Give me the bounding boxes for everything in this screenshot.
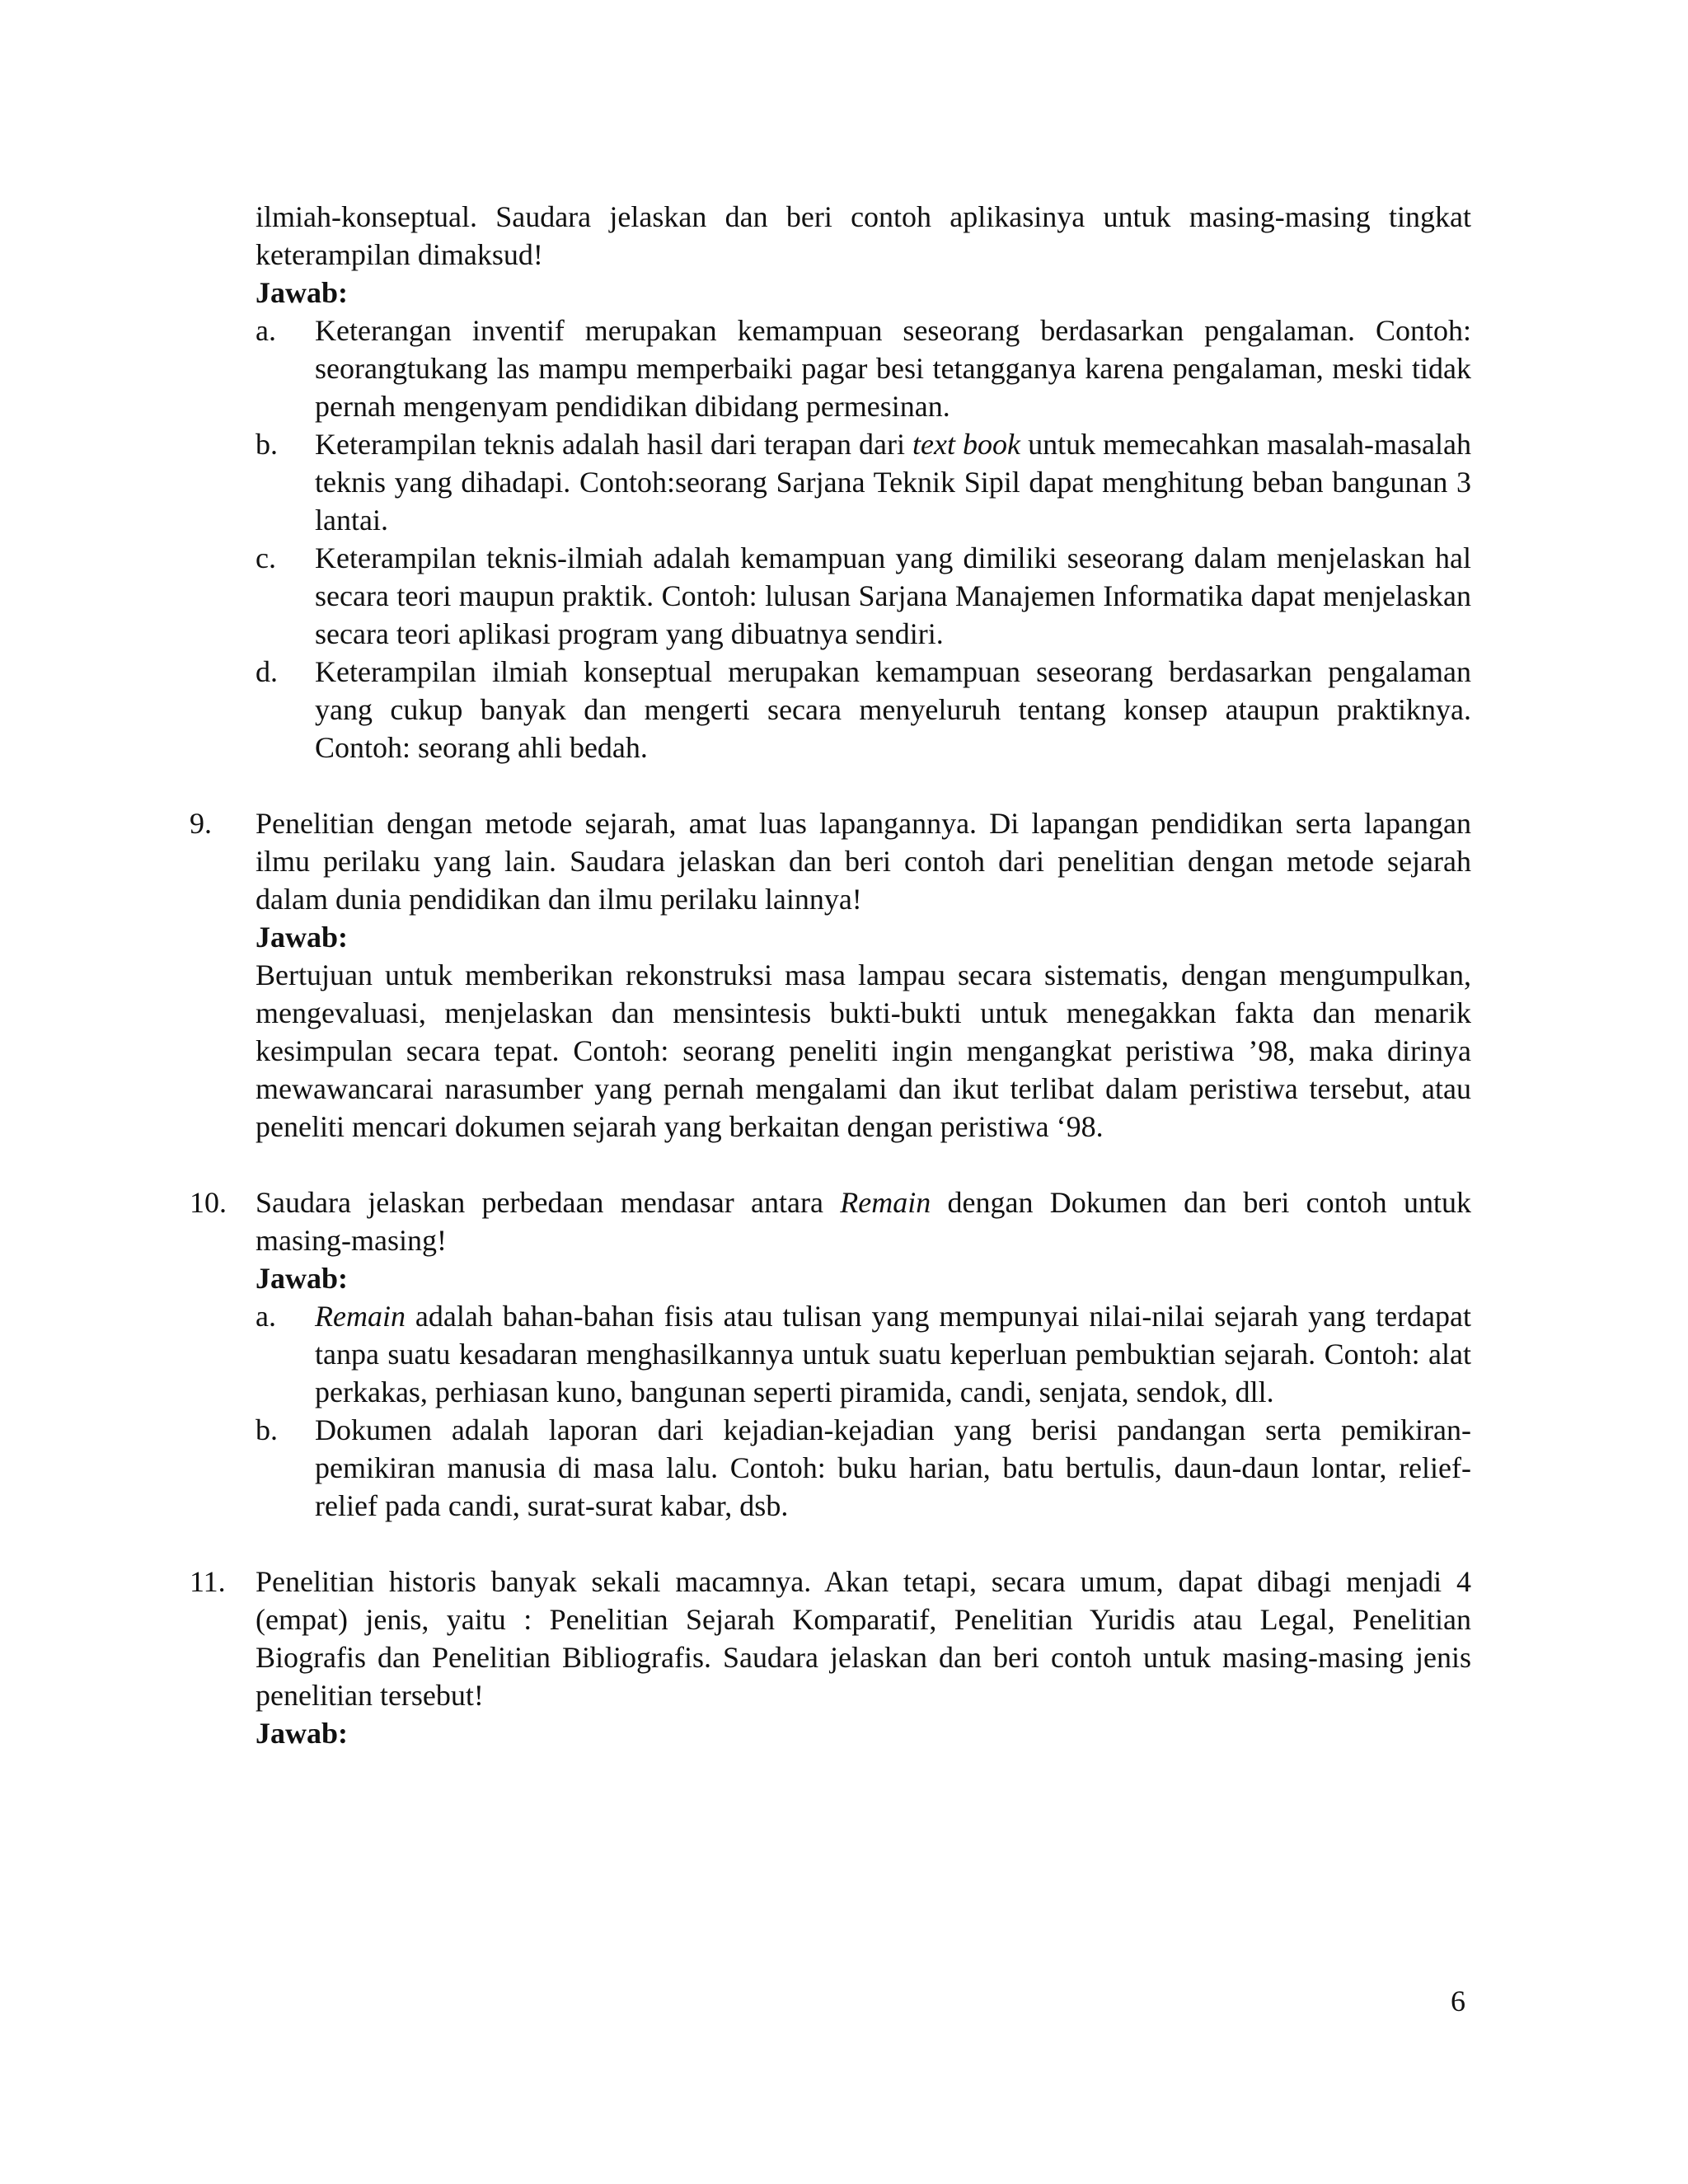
answer-text: Bertujuan untuk memberikan rekonstruksi masa lampau secara sistematis, dengan mengumpulkan, mengevaluasi, menjelaskan dan mensintesis bukti-bukti untuk menegakkan fakta dan menarik kesimpulan secara tepat. Contoh: seorang peneliti ingin mengangkat peristiwa ’98, maka dirinya mewawancarai narasumber yang pernah mengalami dan ikut terlibat dalam peristiwa tersebut, atau peneliti mencari dokumen sejarah yang berkaitan dengan peristiwa ‘98. [256,958,1471,1143]
list-item [256,425,1471,539]
question-text [256,1183,1471,1259]
list-item [256,1297,1471,1411]
question-text-pre: Saudara jelaskan perbedaan mendasar antara [256,1186,841,1219]
list-marker: c. [256,541,276,574]
list-item [256,539,1471,653]
jawab-label: Jawab: [256,1262,349,1295]
list-item-text-post: adalah bahan-bahan fisis atau tulisan yang mempunyai nilai-nilai sejarah yang terdapat tanpa suatu kesadaran menghasilkannya untuk suatu keperluan pembuktian sejarah. Contoh: alat perkakas, perhiasan kuno, bangunan seperti piramida, candi, senjata, sendok, dll. [315,1300,1471,1408]
spacer [256,1525,1471,1563]
spacer [256,1146,1471,1183]
list-item-text-post: untuk memecahkan masalah-masalah teknis yang dihadapi. Contoh:seorang Sarjana Teknik Sipil dapat menghitung beban bangunan 3 lantai. [315,428,1471,537]
list-marker: a. [256,1300,276,1333]
list-marker: a. [256,314,276,347]
list-marker: b. [256,428,278,461]
list-marker: d. [256,655,278,688]
question-text-italic: Remain [840,1186,931,1219]
answer-list [256,1297,1471,1525]
list-item-text: Dokumen adalah laporan dari kejadian-kejadian yang berisi pandangan serta pemikiran-pemikiran manusia di masa lalu. Contoh: buku harian, batu bertulis, daun-daun lontar, relief-relief pada candi, surat-surat kabar, dsb. [315,1413,1471,1522]
jawab-label: Jawab: [256,1717,349,1750]
list-marker: b. [256,1413,278,1446]
list-item-text: Keterampilan teknis-ilmiah adalah kemampuan yang dimiliki seseorang dalam menjelaskan hal secara teori maupun praktik. Contoh: lulusan Sarjana Manajemen Informatika dapat menjelaskan secara teori aplikasi program yang dibuatnya sendiri. [315,541,1471,650]
question-text-post: dengan Dokumen dan beri contoh untuk masing-masing! [256,1186,1471,1257]
question-number: 9. [190,807,212,840]
list-item [256,1411,1471,1525]
page-number: 6 [1451,1985,1465,2018]
intro-text: ilmiah-konseptual. Saudara jelaskan dan beri contoh aplikasinya untuk masing-masing tingkat keterampilan dimaksud! [256,200,1471,271]
list-item-text: Keterampilan ilmiah konseptual merupakan kemampuan seseorang berdasarkan pengalaman yang cukup banyak dan mengerti secara menyeluruh tentang konsep ataupun praktiknya. Contoh: seorang ahli bedah. [315,655,1471,764]
spacer [256,766,1471,804]
intro-answer-list [256,312,1471,766]
question-text: Penelitian dengan metode sejarah, amat luas lapangannya. Di lapangan pendidikan serta lapangan ilmu perilaku yang lain. Saudara jelaskan dan beri contoh dari penelitian dengan metode sejarah dalam dunia pendidikan dan ilmu perilaku lainnya! [256,807,1471,916]
question-number: 10. [190,1186,227,1219]
list-item [256,312,1471,425]
list-item-text-pre: Keterampilan teknis adalah hasil dari terapan dari [315,428,913,461]
question-11 [190,1563,1471,1752]
question-text: Penelitian historis banyak sekali macamnya. Akan tetapi, secara umum, dapat dibagi menjadi 4 (empat) jenis, yaitu : Penelitian Sejarah Komparatif, Penelitian Yuridis atau Legal, Penelitian Biografis dan Penelitian Bibliografis. Saudara jelaskan dan beri contoh untuk masing-masing jenis penelitian tersebut! [256,1565,1471,1712]
list-item-text-italic: text book [912,428,1021,461]
list-item-text: Keterangan inventif merupakan kemampuan seseorang berdasarkan pengalaman. Contoh: seorangtukang las mampu memperbaiki pagar besi tetangganya karena pengalaman, meski tidak pernah mengenyam pendidikan dibidang permesinan. [315,314,1471,423]
list-item [256,653,1471,766]
question-10 [190,1183,1471,1525]
jawab-label: Jawab: [256,921,349,954]
question-number: 11. [190,1565,226,1598]
page-content [190,198,1471,1752]
question-9 [190,804,1471,1146]
intro-jawab-label: Jawab: [256,276,349,309]
list-item-text-italic: Remain [315,1300,406,1333]
